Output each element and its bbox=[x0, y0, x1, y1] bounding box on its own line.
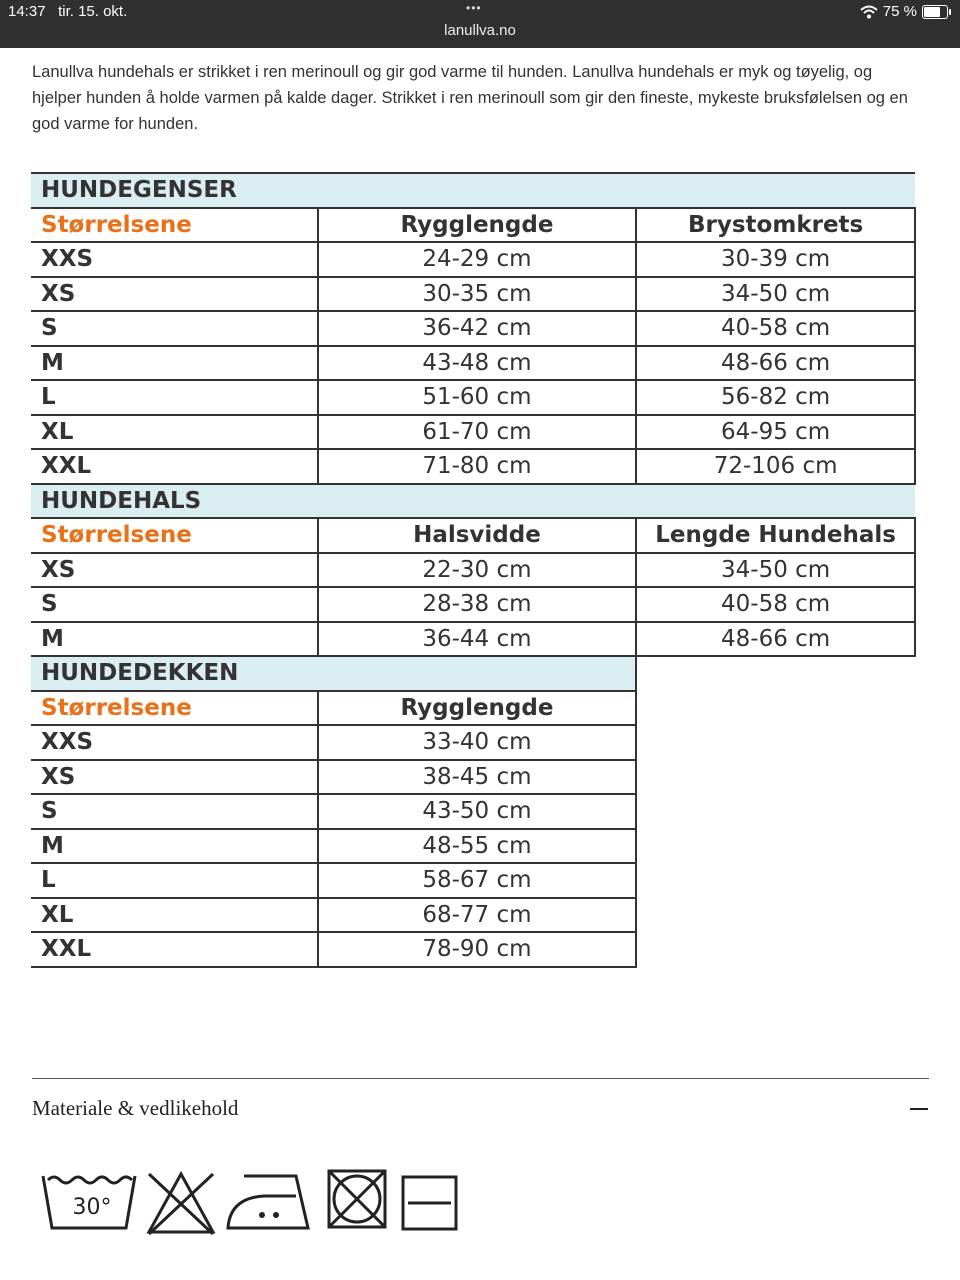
measure-cell: 22-30 cm bbox=[318, 553, 637, 588]
accordion-materials-title[interactable]: Materiale & vedlikehold bbox=[32, 1096, 239, 1120]
column-header: Lengde Hundehals bbox=[636, 518, 915, 553]
measure-cell: 36-42 cm bbox=[318, 311, 637, 346]
size-cell: XS bbox=[31, 277, 318, 312]
status-time: 14:37 tir. 15. okt. bbox=[8, 3, 128, 20]
size-chart bbox=[31, 172, 916, 1018]
measure-cell: 33-40 cm bbox=[318, 725, 637, 760]
size-header: Størrelsene bbox=[31, 518, 318, 553]
measure-cell: 58-67 cm bbox=[318, 863, 637, 898]
size-table bbox=[31, 172, 916, 968]
table-row bbox=[31, 829, 915, 864]
measure-cell: 24-29 cm bbox=[318, 242, 637, 277]
table-row bbox=[31, 415, 915, 450]
header-row bbox=[31, 691, 915, 726]
header-row bbox=[31, 518, 915, 553]
column-header: Halsvidde bbox=[318, 518, 637, 553]
table-row bbox=[31, 863, 915, 898]
measure-cell: 30-35 cm bbox=[318, 277, 637, 312]
measure-cell: 72-106 cm bbox=[636, 449, 915, 484]
battery-percent: 75 % bbox=[882, 3, 917, 20]
measure-cell: 34-50 cm bbox=[636, 277, 915, 312]
measure-cell: 48-66 cm bbox=[636, 346, 915, 381]
dry-flat-icon bbox=[400, 1174, 460, 1232]
empty-cell bbox=[636, 932, 915, 967]
size-cell: XXL bbox=[31, 932, 318, 967]
measure-cell: 48-66 cm bbox=[636, 622, 915, 657]
size-header: Størrelsene bbox=[31, 691, 318, 726]
no-tumble-dry-icon bbox=[326, 1168, 388, 1230]
measure-cell: 68-77 cm bbox=[318, 898, 637, 933]
address-bar[interactable]: lanullva.no bbox=[444, 22, 516, 39]
measure-cell: 71-80 cm bbox=[318, 449, 637, 484]
empty-cell bbox=[636, 794, 915, 829]
status-bar bbox=[0, 0, 960, 48]
table-row bbox=[31, 622, 915, 657]
section-divider bbox=[32, 1078, 929, 1079]
table-row bbox=[31, 277, 915, 312]
table-row bbox=[31, 380, 915, 415]
size-cell: L bbox=[31, 863, 318, 898]
measure-cell: 51-60 cm bbox=[318, 380, 637, 415]
size-cell: M bbox=[31, 622, 318, 657]
measure-cell: 28-38 cm bbox=[318, 587, 637, 622]
empty-cell bbox=[636, 829, 915, 864]
empty-cell bbox=[636, 656, 915, 691]
status-date: tir. 15. okt. bbox=[58, 3, 128, 20]
size-cell: XS bbox=[31, 760, 318, 795]
table-row bbox=[31, 794, 915, 829]
measure-cell: 40-58 cm bbox=[636, 587, 915, 622]
empty-cell bbox=[636, 863, 915, 898]
size-cell: XXS bbox=[31, 725, 318, 760]
column-header: Brystomkrets bbox=[636, 208, 915, 243]
column-header: Rygglengde bbox=[318, 208, 637, 243]
header-row bbox=[31, 208, 915, 243]
wash-30-icon bbox=[40, 1168, 138, 1236]
section-title-row bbox=[31, 173, 915, 208]
size-cell: M bbox=[31, 346, 318, 381]
size-cell: XXL bbox=[31, 449, 318, 484]
measure-cell: 40-58 cm bbox=[636, 311, 915, 346]
size-cell: XL bbox=[31, 898, 318, 933]
measure-cell: 38-45 cm bbox=[318, 760, 637, 795]
no-bleach-icon bbox=[145, 1170, 217, 1238]
measure-cell: 30-39 cm bbox=[636, 242, 915, 277]
measure-cell: 43-48 cm bbox=[318, 346, 637, 381]
section-title-row bbox=[31, 484, 915, 519]
table-row bbox=[31, 242, 915, 277]
size-cell: L bbox=[31, 380, 318, 415]
size-cell: XL bbox=[31, 415, 318, 450]
empty-cell bbox=[636, 760, 915, 795]
size-cell: XS bbox=[31, 553, 318, 588]
measure-cell: 48-55 cm bbox=[318, 829, 637, 864]
table-row bbox=[31, 898, 915, 933]
table-row bbox=[31, 760, 915, 795]
iron-two-dots-icon bbox=[224, 1168, 314, 1234]
size-cell: S bbox=[31, 587, 318, 622]
empty-cell bbox=[636, 691, 915, 726]
product-description: Lanullva hundehals er strikket i ren merinoull og gir god varme til hunden. Lanullva hundehals er myk og tøyelig, og hjelper hunden å holde varmen på kalde dager. Strikket i ren merinoull som gir den fineste, mykeste bruksfølelsen og en god varme for hunden. bbox=[32, 63, 908, 133]
table-row bbox=[31, 553, 915, 588]
measure-cell: 34-50 cm bbox=[636, 553, 915, 588]
table-row bbox=[31, 311, 915, 346]
size-cell: S bbox=[31, 794, 318, 829]
section-title-row bbox=[31, 656, 915, 691]
section-title: HUNDEGENSER bbox=[31, 173, 915, 208]
table-row bbox=[31, 932, 915, 967]
measure-cell: 64-95 cm bbox=[636, 415, 915, 450]
size-cell: M bbox=[31, 829, 318, 864]
section-title: HUNDEDEKKEN bbox=[31, 656, 636, 691]
size-header: Størrelsene bbox=[31, 208, 318, 243]
table-row bbox=[31, 449, 915, 484]
column-header: Rygglengde bbox=[318, 691, 637, 726]
tab-dots-icon[interactable]: ••• bbox=[466, 1, 482, 15]
measure-cell: 56-82 cm bbox=[636, 380, 915, 415]
measure-cell: 61-70 cm bbox=[318, 415, 637, 450]
measure-cell: 43-50 cm bbox=[318, 794, 637, 829]
table-row bbox=[31, 346, 915, 381]
table-row bbox=[31, 725, 915, 760]
wash-temperature-label: 30° bbox=[72, 1195, 112, 1220]
size-cell: XXS bbox=[31, 242, 318, 277]
size-cell: S bbox=[31, 311, 318, 346]
table-row bbox=[31, 587, 915, 622]
measure-cell: 78-90 cm bbox=[318, 932, 637, 967]
wifi-icon bbox=[860, 5, 878, 19]
measure-cell: 36-44 cm bbox=[318, 622, 637, 657]
empty-cell bbox=[636, 725, 915, 760]
battery-icon bbox=[922, 5, 948, 19]
section-title: HUNDEHALS bbox=[31, 484, 915, 519]
empty-cell bbox=[636, 898, 915, 933]
collapse-icon[interactable] bbox=[910, 1108, 928, 1110]
